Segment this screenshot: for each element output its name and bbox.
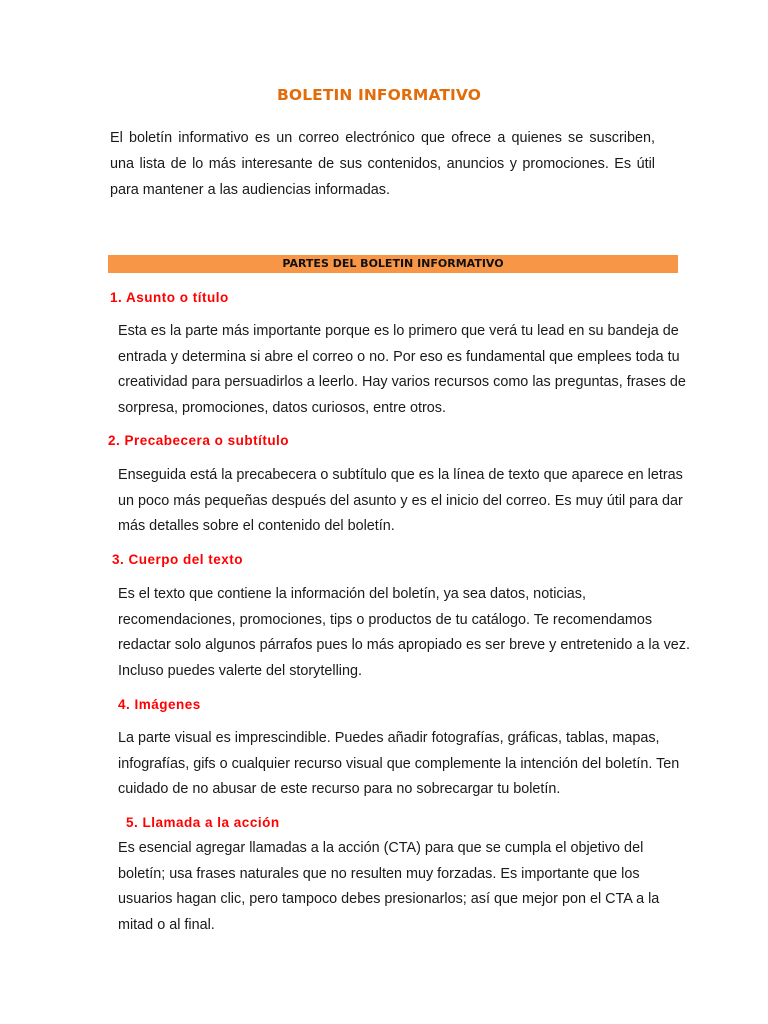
intro-paragraph: El boletín informativo es un correo electrónico que ofrece a quienes se suscriben, una lista de lo más interesante de sus contenidos, anuncios y promociones. Es útil para mantener a las audiencias informadas. xyxy=(110,130,655,198)
section-heading-asunto: 1. Asunto o título xyxy=(110,290,229,305)
section-heading-imagenes: 4. Imágenes xyxy=(118,697,201,712)
section-heading-precabecera: 2. Precabecera o subtítulo xyxy=(108,433,290,448)
section-body-precabecera: Enseguida está la precabecera o subtítulo que es la línea de texto que aparece en letras un poco más pequeñas después del asunto y es el inicio del correo. Es muy útil para dar más detalles sobre el contenido del boletín. xyxy=(118,467,683,534)
section-body-cuerpo: Es el texto que contiene la información del boletín, ya sea datos, noticias, recomendaciones, promociones, tips o productos de tu catálogo. Te recomendamos redactar solo algunos párrafos pues lo más apropiado es ser breve y entretenido a la vez. Incluso puedes valerte del storytelling. xyxy=(118,586,690,679)
section-heading-cuerpo: 3. Cuerpo del texto xyxy=(112,552,244,567)
section-body-llamada: Es esencial agregar llamadas a la acción (CTA) para que se cumpla el objetivo del boletín; usa frases naturales que no resulten muy forzadas. Es importante que los usuarios hagan clic, pero tampoco debes presionarlos; así que mejor pon el CTA a la mitad o al final. xyxy=(118,840,660,933)
section-banner xyxy=(108,255,678,273)
document-title: BOLETIN INFORMATIVO xyxy=(277,86,481,104)
section-body-asunto: Esta es la parte más importante porque es lo primero que verá tu lead en su bandeja de entrada y determina si abre el correo o no. Por eso es fundamental que emplees toda tu creatividad para persuadirlos a leerlo. Hay varios recursos como las preguntas, frases de sorpresa, promociones, datos curiosos, entre otros. xyxy=(118,323,686,416)
section-banner-label: PARTES DEL BOLETIN INFORMATIVO xyxy=(282,257,504,270)
section-body-imagenes: La parte visual es imprescindible. Puedes añadir fotografías, gráficas, tablas, mapas, infografías, gifs o cualquier recurso visual que complemente la intención del boletín. Ten cuidado de no abusar de este recurso para no sobrecargar tu boletín. xyxy=(118,730,680,797)
section-heading-llamada: 5. Llamada a la acción xyxy=(126,815,280,830)
